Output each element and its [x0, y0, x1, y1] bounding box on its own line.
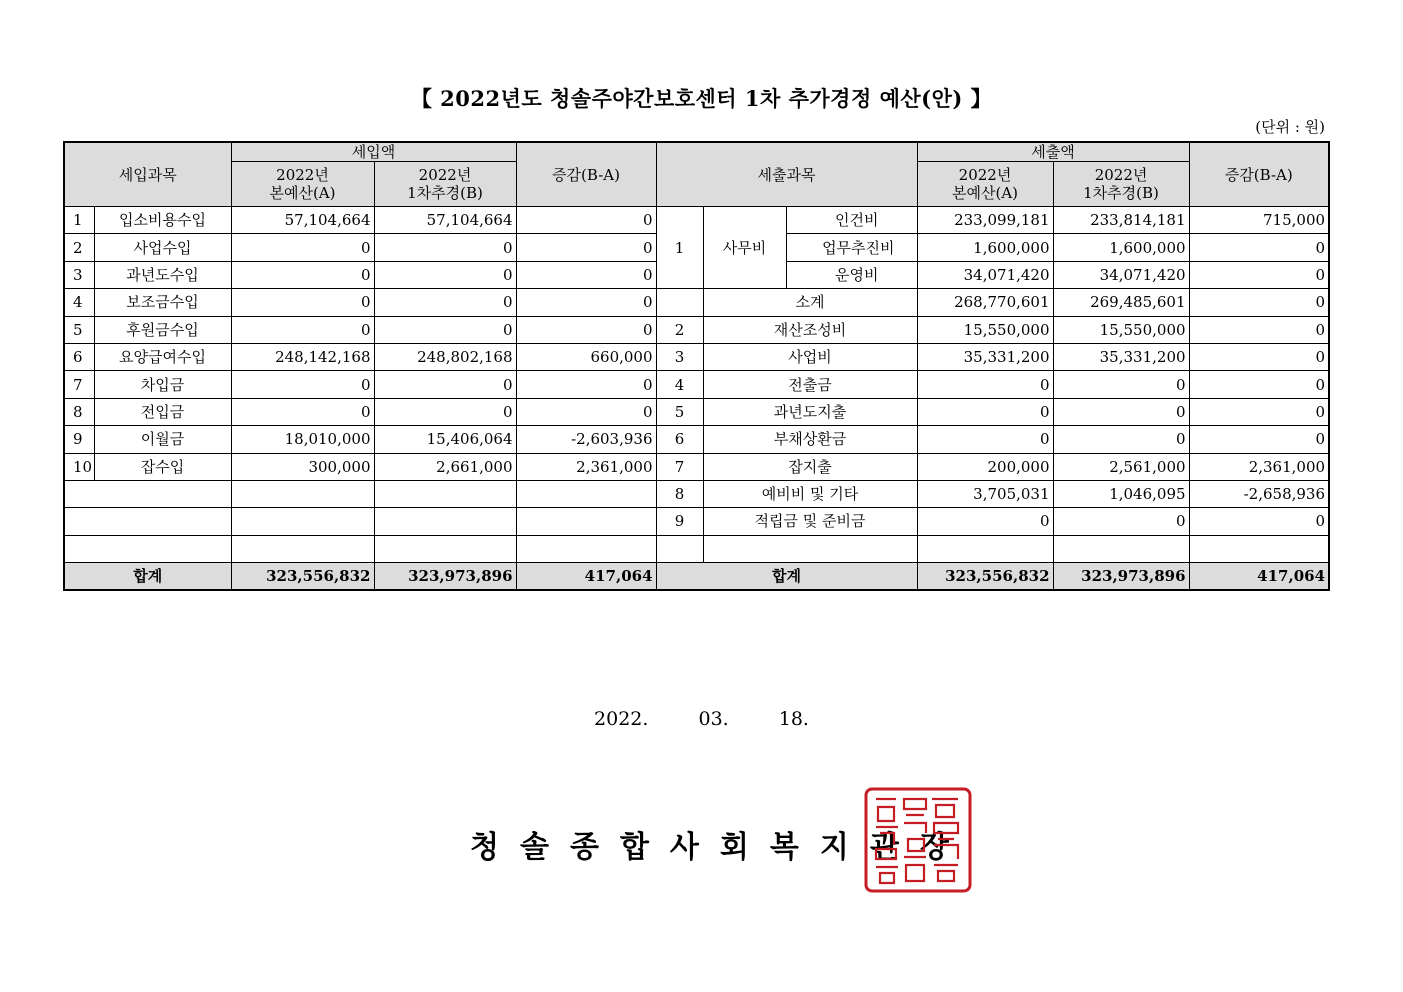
income-a: 0 [231, 398, 374, 425]
income-name: 잡수입 [94, 453, 231, 480]
year-label: 2022년 [418, 166, 472, 184]
year-label: 2022년 [276, 166, 329, 184]
expense-a: 35,331,200 [917, 343, 1053, 370]
document-title: 【 2022년도 청솔주야간보호센터 1차 추가경정 예산(안) 】 [410, 86, 993, 111]
income-b: 0 [374, 261, 516, 288]
empty-cell [64, 508, 231, 535]
header-row-1 [64, 142, 1329, 162]
expense-group-no: 1 [656, 207, 703, 289]
expense-b: 233,814,181 [1053, 207, 1189, 234]
income-total-diff: 417,064 [516, 563, 656, 591]
original-budget-label: 본예산(A) [952, 184, 1019, 202]
expense-diff: 0 [1189, 316, 1329, 343]
expense-diff: 0 [1189, 289, 1329, 316]
expense-b: 15,550,000 [1053, 316, 1189, 343]
income-a: 0 [231, 234, 374, 261]
table-row [64, 289, 1329, 316]
expense-total-label: 합계 [656, 563, 917, 591]
expense-b: 1,600,000 [1053, 234, 1189, 261]
expense-no: 9 [656, 508, 703, 535]
empty-cell [656, 535, 703, 562]
empty-cell [231, 535, 374, 562]
expense-no: 2 [656, 316, 703, 343]
income-diff: 0 [516, 371, 656, 398]
income-diff: 0 [516, 398, 656, 425]
expense-sub-name: 인건비 [786, 207, 917, 234]
expense-diff: 715,000 [1189, 207, 1329, 234]
income-name: 입소비용수입 [94, 207, 231, 234]
income-no: 7 [64, 371, 94, 398]
expense-b: 2,561,000 [1053, 453, 1189, 480]
empty-cell [374, 480, 516, 507]
date-year: 2022. [594, 708, 649, 730]
income-amount-header: 세입액 [231, 142, 516, 162]
expense-no: 5 [656, 398, 703, 425]
original-budget-label: 본예산(A) [269, 184, 336, 202]
income-b: 248,802,168 [374, 343, 516, 370]
expense-a: 233,099,181 [917, 207, 1053, 234]
expense-no: 6 [656, 426, 703, 453]
income-total-a: 323,556,832 [231, 563, 374, 591]
expense-b: 269,485,601 [1053, 289, 1189, 316]
table-row [64, 426, 1329, 453]
income-b: 15,406,064 [374, 426, 516, 453]
income-diff: 0 [516, 207, 656, 234]
income-b: 0 [374, 234, 516, 261]
income-diff: 2,361,000 [516, 453, 656, 480]
income-a: 0 [231, 261, 374, 288]
official-seal-icon [864, 787, 972, 893]
income-diff: 0 [516, 261, 656, 288]
income-name: 보조금수입 [94, 289, 231, 316]
empty-cell [703, 535, 917, 562]
income-a: 248,142,168 [231, 343, 374, 370]
income-a: 0 [231, 371, 374, 398]
expense-a: 0 [917, 398, 1053, 425]
expense-total-a: 323,556,832 [917, 563, 1053, 591]
empty-cell [1189, 535, 1329, 562]
expense-name: 재산조성비 [703, 316, 917, 343]
income-no: 1 [64, 207, 94, 234]
income-name: 사업수입 [94, 234, 231, 261]
income-b: 0 [374, 398, 516, 425]
expense-no: 8 [656, 480, 703, 507]
expense-sub-name: 업무추진비 [786, 234, 917, 261]
expense-col-a-header [917, 162, 1053, 207]
expense-a: 34,071,420 [917, 261, 1053, 288]
expense-diff: 0 [1189, 234, 1329, 261]
expense-total-b: 323,973,896 [1053, 563, 1189, 591]
expense-no: 4 [656, 371, 703, 398]
budget-table [63, 141, 1330, 591]
income-name: 이월금 [94, 426, 231, 453]
income-col-b-header [374, 162, 516, 207]
income-b: 57,104,664 [374, 207, 516, 234]
income-a: 57,104,664 [231, 207, 374, 234]
table-row [64, 508, 1329, 535]
income-diff: 0 [516, 316, 656, 343]
empty-cell [231, 508, 374, 535]
table-row [64, 207, 1329, 234]
income-no: 4 [64, 289, 94, 316]
expense-name: 과년도지출 [703, 398, 917, 425]
income-item-header: 세입과목 [64, 142, 231, 207]
empty-cell [516, 508, 656, 535]
table-row [64, 480, 1329, 507]
income-a: 0 [231, 316, 374, 343]
income-b: 0 [374, 371, 516, 398]
income-diff: 660,000 [516, 343, 656, 370]
table-row [64, 343, 1329, 370]
year-label: 2022년 [1094, 166, 1148, 184]
expense-name: 부채상환금 [703, 426, 917, 453]
first-revision-label: 1차추경(B) [407, 184, 483, 202]
expense-group-no-spacer [656, 289, 703, 316]
expense-b: 34,071,420 [1053, 261, 1189, 288]
expense-diff: 0 [1189, 343, 1329, 370]
expense-diff: 0 [1189, 261, 1329, 288]
expense-diff: 0 [1189, 371, 1329, 398]
expense-a: 200,000 [917, 453, 1053, 480]
empty-cell [516, 480, 656, 507]
expense-a: 268,770,601 [917, 289, 1053, 316]
expense-a: 1,600,000 [917, 234, 1053, 261]
document-date [0, 708, 1403, 730]
expense-a: 0 [917, 508, 1053, 535]
expense-total-diff: 417,064 [1189, 563, 1329, 591]
expense-b: 1,046,095 [1053, 480, 1189, 507]
table-row [64, 535, 1329, 562]
signature-line: 청솔종합사회복지관장 [470, 830, 970, 865]
expense-no: 3 [656, 343, 703, 370]
expense-a: 0 [917, 426, 1053, 453]
expense-name: 사업비 [703, 343, 917, 370]
expense-diff: 0 [1189, 508, 1329, 535]
table-row [64, 316, 1329, 343]
income-diff: 0 [516, 289, 656, 316]
income-col-a-header [231, 162, 374, 207]
expense-name: 적립금 및 준비금 [703, 508, 917, 535]
expense-col-b-header [1053, 162, 1189, 207]
income-no: 2 [64, 234, 94, 261]
income-no: 6 [64, 343, 94, 370]
income-b: 0 [374, 316, 516, 343]
expense-b: 0 [1053, 371, 1189, 398]
income-name: 요양급여수입 [94, 343, 231, 370]
income-a: 18,010,000 [231, 426, 374, 453]
table-row [64, 398, 1329, 425]
income-b: 2,661,000 [374, 453, 516, 480]
income-a: 0 [231, 289, 374, 316]
expense-a: 15,550,000 [917, 316, 1053, 343]
expense-name: 전출금 [703, 371, 917, 398]
income-total-label: 합계 [64, 563, 231, 591]
expense-group-name: 사무비 [703, 207, 786, 289]
table-row [64, 453, 1329, 480]
year-label: 2022년 [958, 166, 1012, 184]
income-name: 과년도수입 [94, 261, 231, 288]
expense-name: 예비비 및 기타 [703, 480, 917, 507]
income-name: 전입금 [94, 398, 231, 425]
date-month: 03. [698, 708, 729, 730]
empty-cell [374, 535, 516, 562]
income-diff-header: 증감(B-A) [516, 142, 656, 207]
expense-item-header: 세출과목 [656, 142, 917, 207]
expense-diff-header: 증감(B-A) [1189, 142, 1329, 207]
income-no: 8 [64, 398, 94, 425]
income-no: 5 [64, 316, 94, 343]
expense-a: 3,705,031 [917, 480, 1053, 507]
income-a: 300,000 [231, 453, 374, 480]
empty-cell [64, 535, 231, 562]
income-name: 차입금 [94, 371, 231, 398]
unit-label: (단위 : 원) [1255, 118, 1325, 136]
income-no: 9 [64, 426, 94, 453]
empty-cell [1053, 535, 1189, 562]
income-diff: -2,603,936 [516, 426, 656, 453]
expense-a: 0 [917, 371, 1053, 398]
totals-row [64, 563, 1329, 591]
expense-b: 0 [1053, 398, 1189, 425]
income-diff: 0 [516, 234, 656, 261]
table-row [64, 371, 1329, 398]
income-name: 후원금수입 [94, 316, 231, 343]
date-day: 18. [778, 708, 809, 730]
expense-diff: -2,658,936 [1189, 480, 1329, 507]
empty-cell [231, 480, 374, 507]
empty-cell [374, 508, 516, 535]
first-revision-label: 1차추경(B) [1083, 184, 1159, 202]
income-b: 0 [374, 289, 516, 316]
expense-b: 0 [1053, 508, 1189, 535]
empty-cell [64, 480, 231, 507]
expense-sub-name: 운영비 [786, 261, 917, 288]
expense-name: 잡지출 [703, 453, 917, 480]
expense-amount-header: 세출액 [917, 142, 1189, 162]
empty-cell [917, 535, 1053, 562]
income-no: 3 [64, 261, 94, 288]
expense-diff: 0 [1189, 398, 1329, 425]
income-total-b: 323,973,896 [374, 563, 516, 591]
expense-b: 35,331,200 [1053, 343, 1189, 370]
expense-diff: 0 [1189, 426, 1329, 453]
empty-cell [516, 535, 656, 562]
income-no: 10 [64, 453, 94, 480]
expense-diff: 2,361,000 [1189, 453, 1329, 480]
expense-subtotal-name: 소계 [703, 289, 917, 316]
expense-no: 7 [656, 453, 703, 480]
expense-b: 0 [1053, 426, 1189, 453]
